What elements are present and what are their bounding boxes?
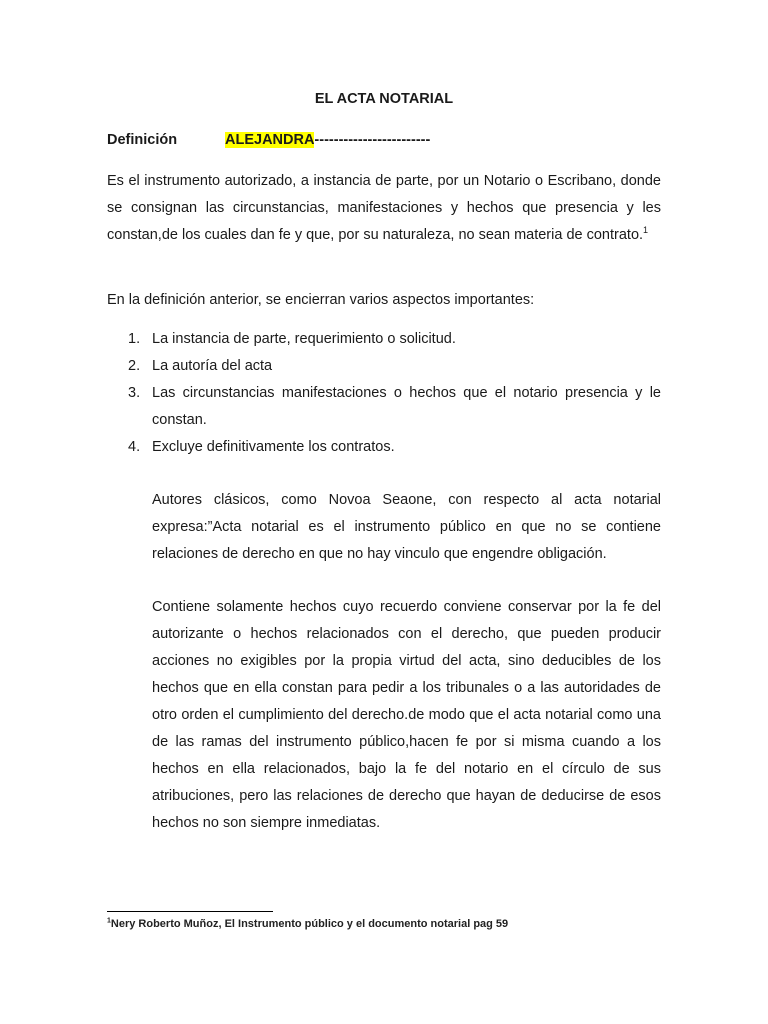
aspects-list bbox=[107, 326, 661, 461]
list-number: 3. bbox=[128, 385, 141, 401]
list-text: La instancia de parte, requerimiento o solicitud. bbox=[152, 331, 456, 347]
list-text: Las circunstancias manifestaciones o hechos que el notario presencia y le constan. bbox=[152, 385, 661, 428]
aspects-intro: En la definición anterior, se encierran varios aspectos importantes: bbox=[107, 292, 535, 308]
footnote-reference: 1 bbox=[643, 225, 649, 236]
list-number: 2. bbox=[128, 358, 141, 374]
list-number: 4. bbox=[128, 439, 141, 455]
footnote-separator bbox=[107, 911, 273, 912]
footnote-number: 1 bbox=[107, 917, 111, 925]
list-item bbox=[107, 434, 661, 461]
footnote-text: Nery Roberto Muñoz, El Instrumento público y el documento notarial pag 59 bbox=[110, 918, 509, 930]
list-text: Excluye definitivamente los contratos. bbox=[152, 439, 395, 455]
highlighted-name: ALEJANDRA bbox=[225, 132, 315, 148]
definition-label: Definición bbox=[107, 132, 178, 148]
list-item bbox=[107, 380, 661, 434]
list-text: La autoría del acta bbox=[152, 358, 273, 374]
dash-line: ------------------------ bbox=[314, 132, 431, 148]
list-item bbox=[107, 326, 661, 353]
definition-row bbox=[107, 132, 430, 148]
definition-text: Es el instrumento autorizado, a instancia de parte, por un Notario o Escribano, donde se consignan las circunstancias, manifestaciones y hechos que presencia y les constan,de los cuales dan fe y que, por su naturaleza, no sean materia de contrato. bbox=[107, 173, 661, 243]
list-item bbox=[107, 353, 661, 380]
content-paragraph: Contiene solamente hechos cuyo recuerdo conviene conservar por la fe del autorizante o hechos relacionados con el derecho, que pueden producir acciones no exigibles por la propia virtud del acta, sino deducibles de los hechos que en ella constan para pedir a los tribunales o a las autoridades de otro orden el cumplimiento del derecho.de modo que el acta notarial como una de las ramas del instrumento público,hacen fe por si misma cuando a los hechos en ella relacionados, bajo la fe del notario en el círculo de sus atribuciones, pero las relaciones de derecho que hayan de deducirse de esos hechos no son siempre inmediatas. bbox=[152, 599, 661, 831]
list-number: 1. bbox=[128, 331, 141, 347]
document-title: EL ACTA NOTARIAL bbox=[314, 91, 454, 107]
definition-paragraph bbox=[107, 168, 661, 249]
footnote bbox=[107, 918, 508, 930]
authors-paragraph: Autores clásicos, como Novoa Seaone, con respecto al acta notarial expresa:”Acta notarial es el instrumento público en que no se contiene relaciones de derecho en que no hay vinculo que engendre obligación. bbox=[152, 492, 661, 562]
